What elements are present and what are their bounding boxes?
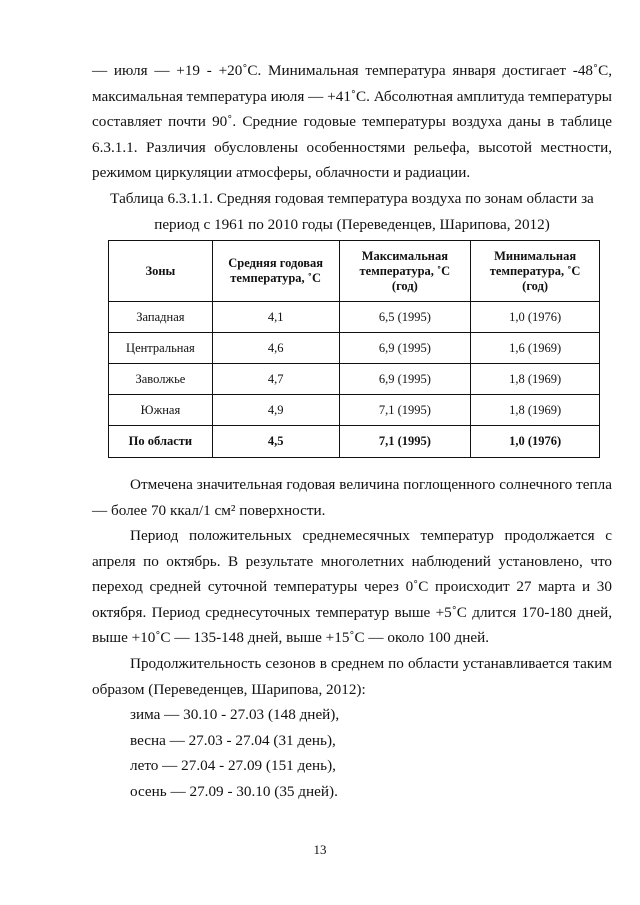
table-cell: 1,8 (1969): [471, 364, 600, 395]
page-number: 13: [313, 842, 327, 857]
table-row: [109, 364, 600, 395]
list-item: весна — 27.03 - 27.04 (31 день),: [130, 731, 336, 749]
temperature-table: [108, 240, 600, 458]
table-row: [109, 395, 600, 426]
list-item: лето — 27.04 - 27.09 (151 день),: [130, 757, 336, 774]
table-cell: 1,6 (1969): [471, 333, 600, 364]
table-cell: Заволжье: [109, 364, 213, 395]
intro-line: местности, режимом циркуляции атмосферы, облачности и радиации.: [92, 138, 612, 181]
list-item: осень — 27.09 - 30.10 (35 дней).: [130, 782, 338, 800]
intro-paragraph: [92, 58, 612, 186]
paragraph-seasons-intro: Продолжительность сезонов в среднем по области устанавливается таким образом (Переведенцев, Шарипова, 2012):: [92, 655, 612, 698]
table-total-row: [109, 426, 600, 458]
table-cell: 1,0 (1976): [471, 302, 600, 333]
table-cell: 6,9 (1995): [339, 364, 471, 395]
intro-line: — июля — +19 - +20˚С. Минимальная температура января достигает -48˚С,: [92, 62, 612, 79]
table-cell: 4,6: [212, 333, 339, 364]
table-cell: 1,0 (1976): [471, 426, 600, 458]
table-cell: 6,9 (1995): [339, 333, 471, 364]
table-cell: 4,1: [212, 302, 339, 333]
intro-line: температуры составляет почти 90˚. Средние годовые температуры воздуха даны: [92, 87, 613, 130]
header-mean-temp: Средняя годовая температура, ˚С: [212, 241, 339, 302]
table-cell: 4,7: [212, 364, 339, 395]
paragraph-solar-heat: Отмечена значительная годовая величина поглощенного солнечного тепла — более 70 ккал/1 см² поверхности.: [92, 476, 612, 519]
list-item: зима — 30.10 - 27.03 (148 дней),: [130, 706, 340, 723]
table-cell: 4,9: [212, 395, 339, 426]
paragraph-temperature-period: Период положительных среднемесячных температур продолжается с апреля по октябрь. В результате многолетних наблюдений установлено, что переход средней суточной температуры через 0˚С происходит 27 марта и 30 октября. Период среднесуточных температур выше +5˚С длится 170-180 дней, выше +10˚С — 135-148 дней, выше +15˚С — около 100 дней.: [92, 527, 612, 646]
header-min-temp: Минимальная температура, ˚С (год): [471, 241, 600, 302]
table-caption: [92, 186, 612, 237]
table-row: [109, 333, 600, 364]
intro-line: максимальная температура июля — +41˚С. Абсолютная амплитуда: [92, 87, 525, 105]
table-cell: 4,5: [212, 426, 339, 458]
header-max-temp: Максимальная температура, ˚С (год): [339, 241, 471, 302]
seasons-list: [130, 702, 339, 804]
table-caption-line: Таблица 6.3.1.1. Средняя годовая температура воздуха по зонам области за: [110, 190, 594, 207]
table-cell: 6,5 (1995): [339, 302, 471, 333]
table-cell: Западная: [109, 302, 213, 333]
table-cell: По области: [109, 426, 213, 458]
header-zones: Зоны: [109, 241, 213, 302]
table-cell: Центральная: [109, 333, 213, 364]
table-cell: 7,1 (1995): [339, 395, 471, 426]
table-cell: Южная: [109, 395, 213, 426]
table-header-row: [109, 241, 600, 302]
table-caption-line: период с 1961 по 2010 годы (Переведенцев, Шарипова, 2012): [154, 215, 550, 233]
intro-line: в таблице 6.3.1.1. Различия обусловлены особенностями рельефа, высотой: [92, 113, 612, 156]
table-cell: 7,1 (1995): [339, 426, 471, 458]
table-cell: 1,8 (1969): [471, 395, 600, 426]
table-row: [109, 302, 600, 333]
